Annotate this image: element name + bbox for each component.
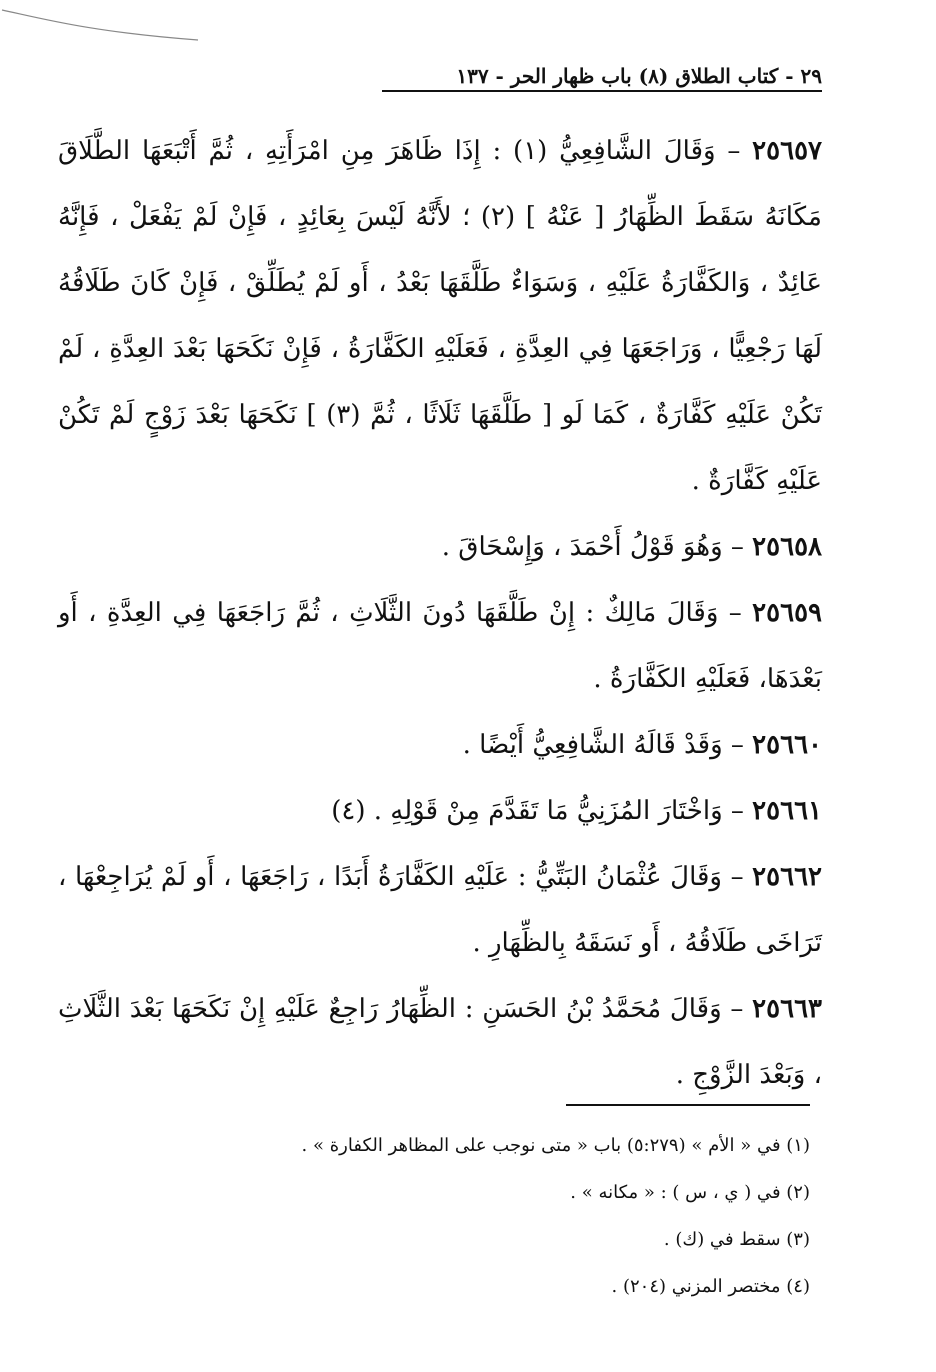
footnote-3: (٣) سقط في (ك) . — [663, 1229, 810, 1250]
paragraph-text: – وَقَالَ عُثْمَانُ البَتِّيُّ : عَلَيْهِ الكَفَّارَةُ أَبَدًا ، رَاجَعَهَا ، أَو لَمْ يُرَاجِعْهَا ، تَرَاخَى طَلَاقُهُ ، أَو نَسَقَهُ بِالظِّهَارِ . — [58, 862, 822, 958]
paragraph-number: ٢٥٦٦٣ — [752, 994, 822, 1024]
scan-artifact-line — [0, 4, 200, 44]
paragraph-number: ٢٥٦٦٢ — [752, 862, 822, 892]
paragraph-number: ٢٥٦٥٨ — [752, 532, 822, 562]
paragraph-25663 — [58, 976, 822, 1108]
paragraph-25659 — [58, 580, 822, 712]
main-text — [58, 118, 822, 1108]
paragraph-text: – وَهُوَ قَوْلُ أَحْمَدَ ، وَإِسْحَاقَ . — [441, 532, 744, 562]
paragraph-25657 — [58, 118, 822, 514]
paragraph-text: – وَقَدْ قَالَهُ الشَّافِعِيُّ أَيْضًا . — [462, 730, 744, 760]
paragraph-25662 — [58, 844, 822, 976]
footnote-1: (١) في « الأم » (٥:٢٧٩) باب « متى نوجب على المظاهر الكفارة » . — [301, 1135, 810, 1156]
paragraph-text: – وَاخْتَارَ المُزَنِيُّ مَا تَقَدَّمَ مِنْ قَوْلِهِ . (٤) — [331, 796, 744, 826]
paragraph-text: – وَقَالَ الشَّافِعِيُّ (١) : إِذَا ظَاهَرَ مِنِ امْرَأَتِهِ ، ثُمَّ أَتْبَعَهَا الطَّلَاقَ مَكَانَهُ سَقَطَ الظِّهَارُ [ عَنْهُ ] (٢) ؛ لأَنَّهُ لَيْسَ بِعَائِدٍ ، فَإِنْ لَمْ يَفْعَلْ ، فَإِنَّهُ عَائِدٌ ، وَالكَفَّارَةُ عَلَيْهِ ، وَسَوَاءٌ طَلَّقَهَا بَعْدُ ، أَو لَمْ يُطَلِّقْ ، فَإِنْ كَانَ طَلَاقُهُ لَهَا رَجْعِيًّا ، وَرَاجَعَهَا فِي العِدَّةِ ، فَعَلَيْهِ الكَفَّارَةُ ، فَإِنْ نَكَحَهَا بَعْدَ العِدَّةِ ، لَمْ تَكُنْ عَلَيْهِ كَفَّارَةٌ ، كَمَا لَو [ طَلَّقَهَا ثَلَاثًا ، ثُمَّ (٣) ] نَكَحَهَا بَعْدَ زَوْجٍ لَمْ تَكُنْ عَلَيْهِ كَفَّارَةٌ . — [58, 136, 822, 496]
footnote-separator — [566, 1104, 810, 1106]
header-rule — [382, 90, 822, 93]
paragraph-number: ٢٥٦٦٠ — [752, 730, 822, 760]
paragraph-25658 — [58, 514, 822, 580]
paragraph-25661 — [58, 778, 822, 844]
footnote-2: (٢) في ( ي ، س ) : « مكانه » . — [570, 1182, 810, 1203]
running-head-text: ٢٩ - كتاب الطلاق (٨) باب ظهار الحر - ١٣٧ — [456, 64, 822, 88]
paragraph-text: – وَقَالَ مَالِكٌ : إِنْ طَلَّقَهَا دُونَ الثَّلَاثِ ، ثُمَّ رَاجَعَهَا فِي العِدَّةِ ، أَو بَعْدَهَا، فَعَلَيْهِ الكَفَّارَةُ . — [58, 598, 822, 694]
paragraph-number: ٢٥٦٦١ — [752, 796, 822, 826]
paragraph-text: – وَقَالَ مُحَمَّدُ بْنُ الحَسَنِ : الظِّهَارُ رَاجِعٌ عَلَيْهِ إِنْ نَكَحَهَا بَعْدَ الثَّلَاثِ ، وَبَعْدَ الزَّوْجِ . — [58, 994, 822, 1090]
footnote-4: (٤) مختصر المزني (٢٠٤) . — [611, 1276, 810, 1297]
paragraph-25660 — [58, 712, 822, 778]
paragraph-number: ٢٥٦٥٧ — [752, 136, 822, 166]
paragraph-number: ٢٥٦٥٩ — [752, 598, 822, 628]
footnotes — [58, 1122, 810, 1310]
